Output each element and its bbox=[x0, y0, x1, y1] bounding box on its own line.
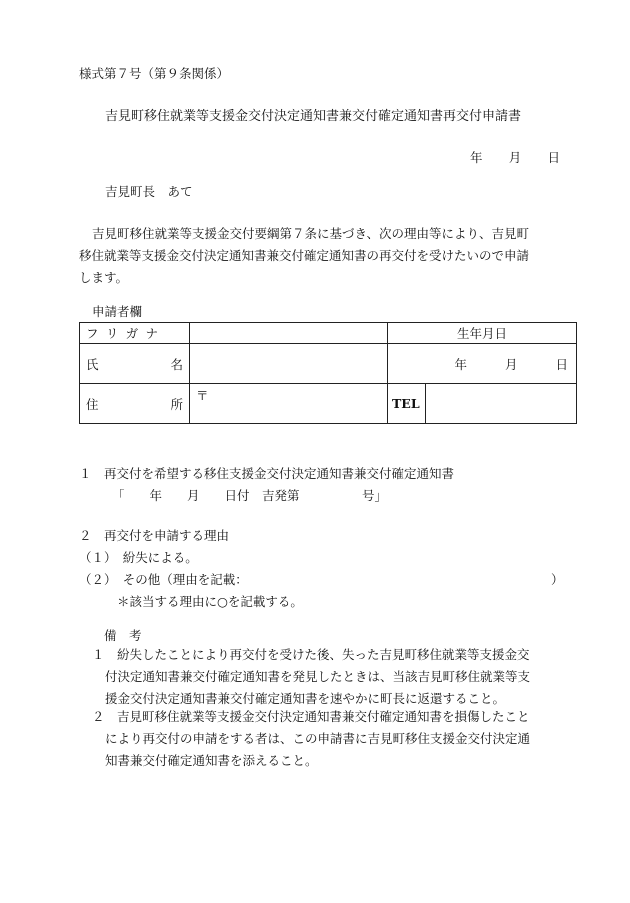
intro-line-3: します。 bbox=[79, 270, 129, 285]
birthdate-label: 生年月日 bbox=[388, 323, 577, 344]
item2-note: ＊該当する理由に○を記載する。 bbox=[117, 594, 303, 609]
intro-paragraph bbox=[79, 223, 529, 289]
applicant-section-heading: 申請者欄 bbox=[92, 304, 143, 319]
applicant-table bbox=[79, 322, 577, 424]
remark-1-line-1: 紛失したことにより再交付を受けた後、失った吉見町移住就業等支援金交 bbox=[117, 647, 530, 662]
intro-line-1: 吉見町移住就業等支援金交付要綱第７条に基づき、次の理由等により、吉見町 bbox=[92, 226, 530, 241]
intro-line-2: 移住就業等支援金交付決定通知書兼交付確定通知書の再交付を受けたいので申請 bbox=[79, 248, 530, 263]
tel-field[interactable] bbox=[426, 384, 577, 424]
addressee: 吉見町長 あて bbox=[105, 184, 193, 199]
address-label: 住 所 bbox=[80, 384, 190, 424]
remark-1-line-3: 援金交付決定通知書兼交付確定通知書を速やかに町長に返還すること。 bbox=[105, 691, 506, 706]
birth-month-unit: 月 bbox=[504, 356, 518, 372]
item2-heading: ２ 再交付を申請する理由 bbox=[79, 528, 230, 543]
address-field[interactable] bbox=[190, 384, 388, 424]
item1-heading: １ 再交付を希望する移住支援金交付決定通知書兼交付確定通知書 bbox=[79, 466, 455, 481]
name-label: 氏 名 bbox=[80, 344, 190, 384]
item2-option-other-close: ） bbox=[551, 572, 564, 587]
date-line bbox=[470, 148, 560, 166]
date-month-label: 月 bbox=[508, 150, 522, 165]
date-day-label: 日 bbox=[547, 150, 560, 165]
item2-option-other: （２） その他（理由を記載： bbox=[79, 572, 248, 587]
tel-label: TEL bbox=[388, 384, 426, 424]
furigana-field[interactable] bbox=[190, 323, 388, 344]
furigana-label: フ リ ガ ナ bbox=[80, 323, 190, 344]
remark-2-line-2: により再交付の申請をする者は、この申請書に吉見町移住支援金交付決定通 bbox=[105, 731, 531, 746]
remark-2-number: ２ bbox=[92, 709, 105, 724]
remark-2-line-3: 知書兼交付確定通知書を添えること。 bbox=[105, 753, 318, 768]
birth-year-unit: 年 bbox=[454, 356, 467, 372]
postal-mark: 〒 bbox=[196, 388, 209, 403]
remark-1-number: １ bbox=[92, 647, 105, 662]
birthdate-field[interactable] bbox=[388, 344, 577, 384]
birth-day-unit: 日 bbox=[555, 356, 569, 372]
item1-detail: 「 年 月 日付 吉発第 号」 bbox=[112, 488, 388, 503]
document-title: 吉見町移住就業等支援金交付決定通知書兼交付確定通知書再交付申請書 bbox=[105, 109, 522, 124]
item2-option-lost: （１） 紛失による。 bbox=[79, 550, 198, 565]
date-year-label: 年 bbox=[470, 150, 483, 165]
remark-1-line-2: 付決定通知書兼交付確定通知書を発見したときは、当該吉見町移住就業等支 bbox=[105, 669, 531, 684]
name-field[interactable] bbox=[190, 344, 388, 384]
remarks-heading: 備 考 bbox=[104, 628, 142, 643]
remark-2-line-1: 吉見町移住就業等支援金交付決定通知書兼交付確定通知書を損傷したこと bbox=[117, 709, 530, 724]
form-number: 様式第７号（第９条関係） bbox=[79, 66, 230, 81]
